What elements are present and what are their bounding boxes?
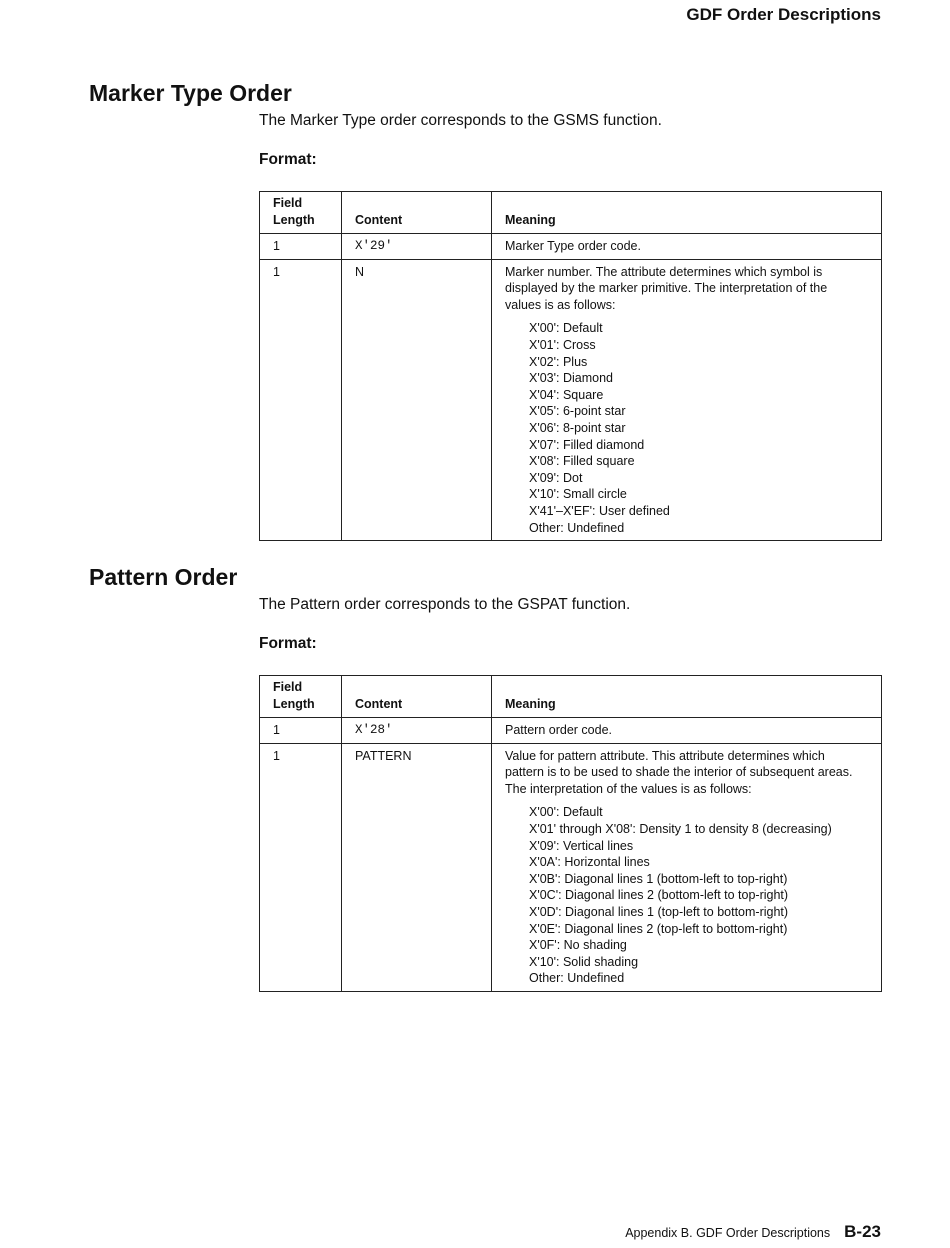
column-header-field-length: Field Length bbox=[260, 676, 342, 718]
cell-content: N bbox=[342, 259, 492, 541]
cell-length: 1 bbox=[260, 743, 342, 991]
column-header-content: Content bbox=[342, 192, 492, 234]
value-item: X'09': Vertical lines bbox=[529, 838, 634, 853]
value-item: X'03': Diamond bbox=[529, 371, 613, 386]
column-header-meaning: Meaning bbox=[492, 676, 882, 718]
cell-content: X'28' bbox=[342, 718, 492, 744]
format-table-pattern bbox=[259, 675, 882, 992]
value-item: X'0C': Diagonal lines 2 (bottom-left to top-right) bbox=[529, 888, 789, 903]
table-header-row bbox=[260, 192, 882, 234]
value-item: X'41'–X'EF': User defined bbox=[529, 503, 670, 518]
section-title-marker-type: Marker Type Order bbox=[89, 80, 292, 106]
cell-meaning: Pattern order code. bbox=[492, 718, 882, 744]
table-header-row bbox=[260, 676, 882, 718]
value-item: X'07': Filled diamond bbox=[529, 437, 645, 452]
page-number: B-23 bbox=[844, 1222, 881, 1241]
column-header-meaning: Meaning bbox=[492, 192, 882, 234]
table-row bbox=[260, 234, 882, 260]
value-item: X'09': Dot bbox=[529, 470, 583, 485]
value-item: X'01' through X'08': Density 1 to density 8 (decreasing) bbox=[529, 821, 832, 836]
meaning-text: Value for pattern attribute. This attribute determines which pattern is to be used to shade the interior of subsequent areas. The interpretation of the values is as follows: bbox=[505, 748, 853, 796]
value-item: X'05': 6-point star bbox=[529, 404, 626, 419]
cell-length: 1 bbox=[260, 259, 342, 541]
cell-meaning: Marker Type order code. bbox=[492, 234, 882, 260]
value-item: Other: Undefined bbox=[529, 971, 625, 986]
cell-length: 1 bbox=[260, 234, 342, 260]
value-item: X'04': Square bbox=[529, 387, 604, 402]
table-row bbox=[260, 743, 882, 991]
section-intro-pattern: The Pattern order corresponds to the GSPAT function. bbox=[259, 596, 631, 613]
value-item: X'0B': Diagonal lines 1 (bottom-left to top-right) bbox=[529, 871, 788, 886]
running-header: GDF Order Descriptions bbox=[686, 5, 881, 24]
format-table-marker-type bbox=[259, 191, 882, 541]
value-item: X'0D': Diagonal lines 1 (top-left to bottom-right) bbox=[529, 904, 789, 919]
format-label-marker-type: Format: bbox=[259, 151, 317, 168]
cell-length: 1 bbox=[260, 718, 342, 744]
page-footer bbox=[625, 1222, 881, 1242]
column-header-field-length: Field Length bbox=[260, 192, 342, 234]
cell-content: X'29' bbox=[342, 234, 492, 260]
value-list bbox=[529, 320, 881, 536]
value-item: X'00': Default bbox=[529, 321, 603, 336]
value-item: X'08': Filled square bbox=[529, 454, 635, 469]
cell-meaning bbox=[492, 259, 882, 541]
format-label-pattern: Format: bbox=[259, 635, 317, 652]
cell-content: PATTERN bbox=[342, 743, 492, 991]
column-header-content: Content bbox=[342, 676, 492, 718]
section-intro-marker-type: The Marker Type order corresponds to the GSMS function. bbox=[259, 112, 662, 129]
value-item: X'0F': No shading bbox=[529, 938, 627, 953]
value-item: Other: Undefined bbox=[529, 520, 625, 535]
footer-text: Appendix B. GDF Order Descriptions bbox=[625, 1226, 831, 1240]
value-item: X'02': Plus bbox=[529, 354, 588, 369]
value-item: X'0E': Diagonal lines 2 (top-left to bottom-right) bbox=[529, 921, 788, 936]
table-row bbox=[260, 718, 882, 744]
value-item: X'00': Default bbox=[529, 805, 603, 820]
meaning-text: Marker number. The attribute determines which symbol is displayed by the marker primitive. The interpretation of the values is as follows: bbox=[505, 264, 828, 312]
value-item: X'10': Small circle bbox=[529, 487, 627, 502]
section-title-pattern: Pattern Order bbox=[89, 564, 238, 590]
value-item: X'01': Cross bbox=[529, 337, 596, 352]
value-list bbox=[529, 804, 881, 987]
value-item: X'10': Solid shading bbox=[529, 954, 639, 969]
cell-meaning bbox=[492, 743, 882, 991]
value-item: X'06': 8-point star bbox=[529, 420, 626, 435]
value-item: X'0A': Horizontal lines bbox=[529, 855, 650, 870]
table-row bbox=[260, 259, 882, 541]
